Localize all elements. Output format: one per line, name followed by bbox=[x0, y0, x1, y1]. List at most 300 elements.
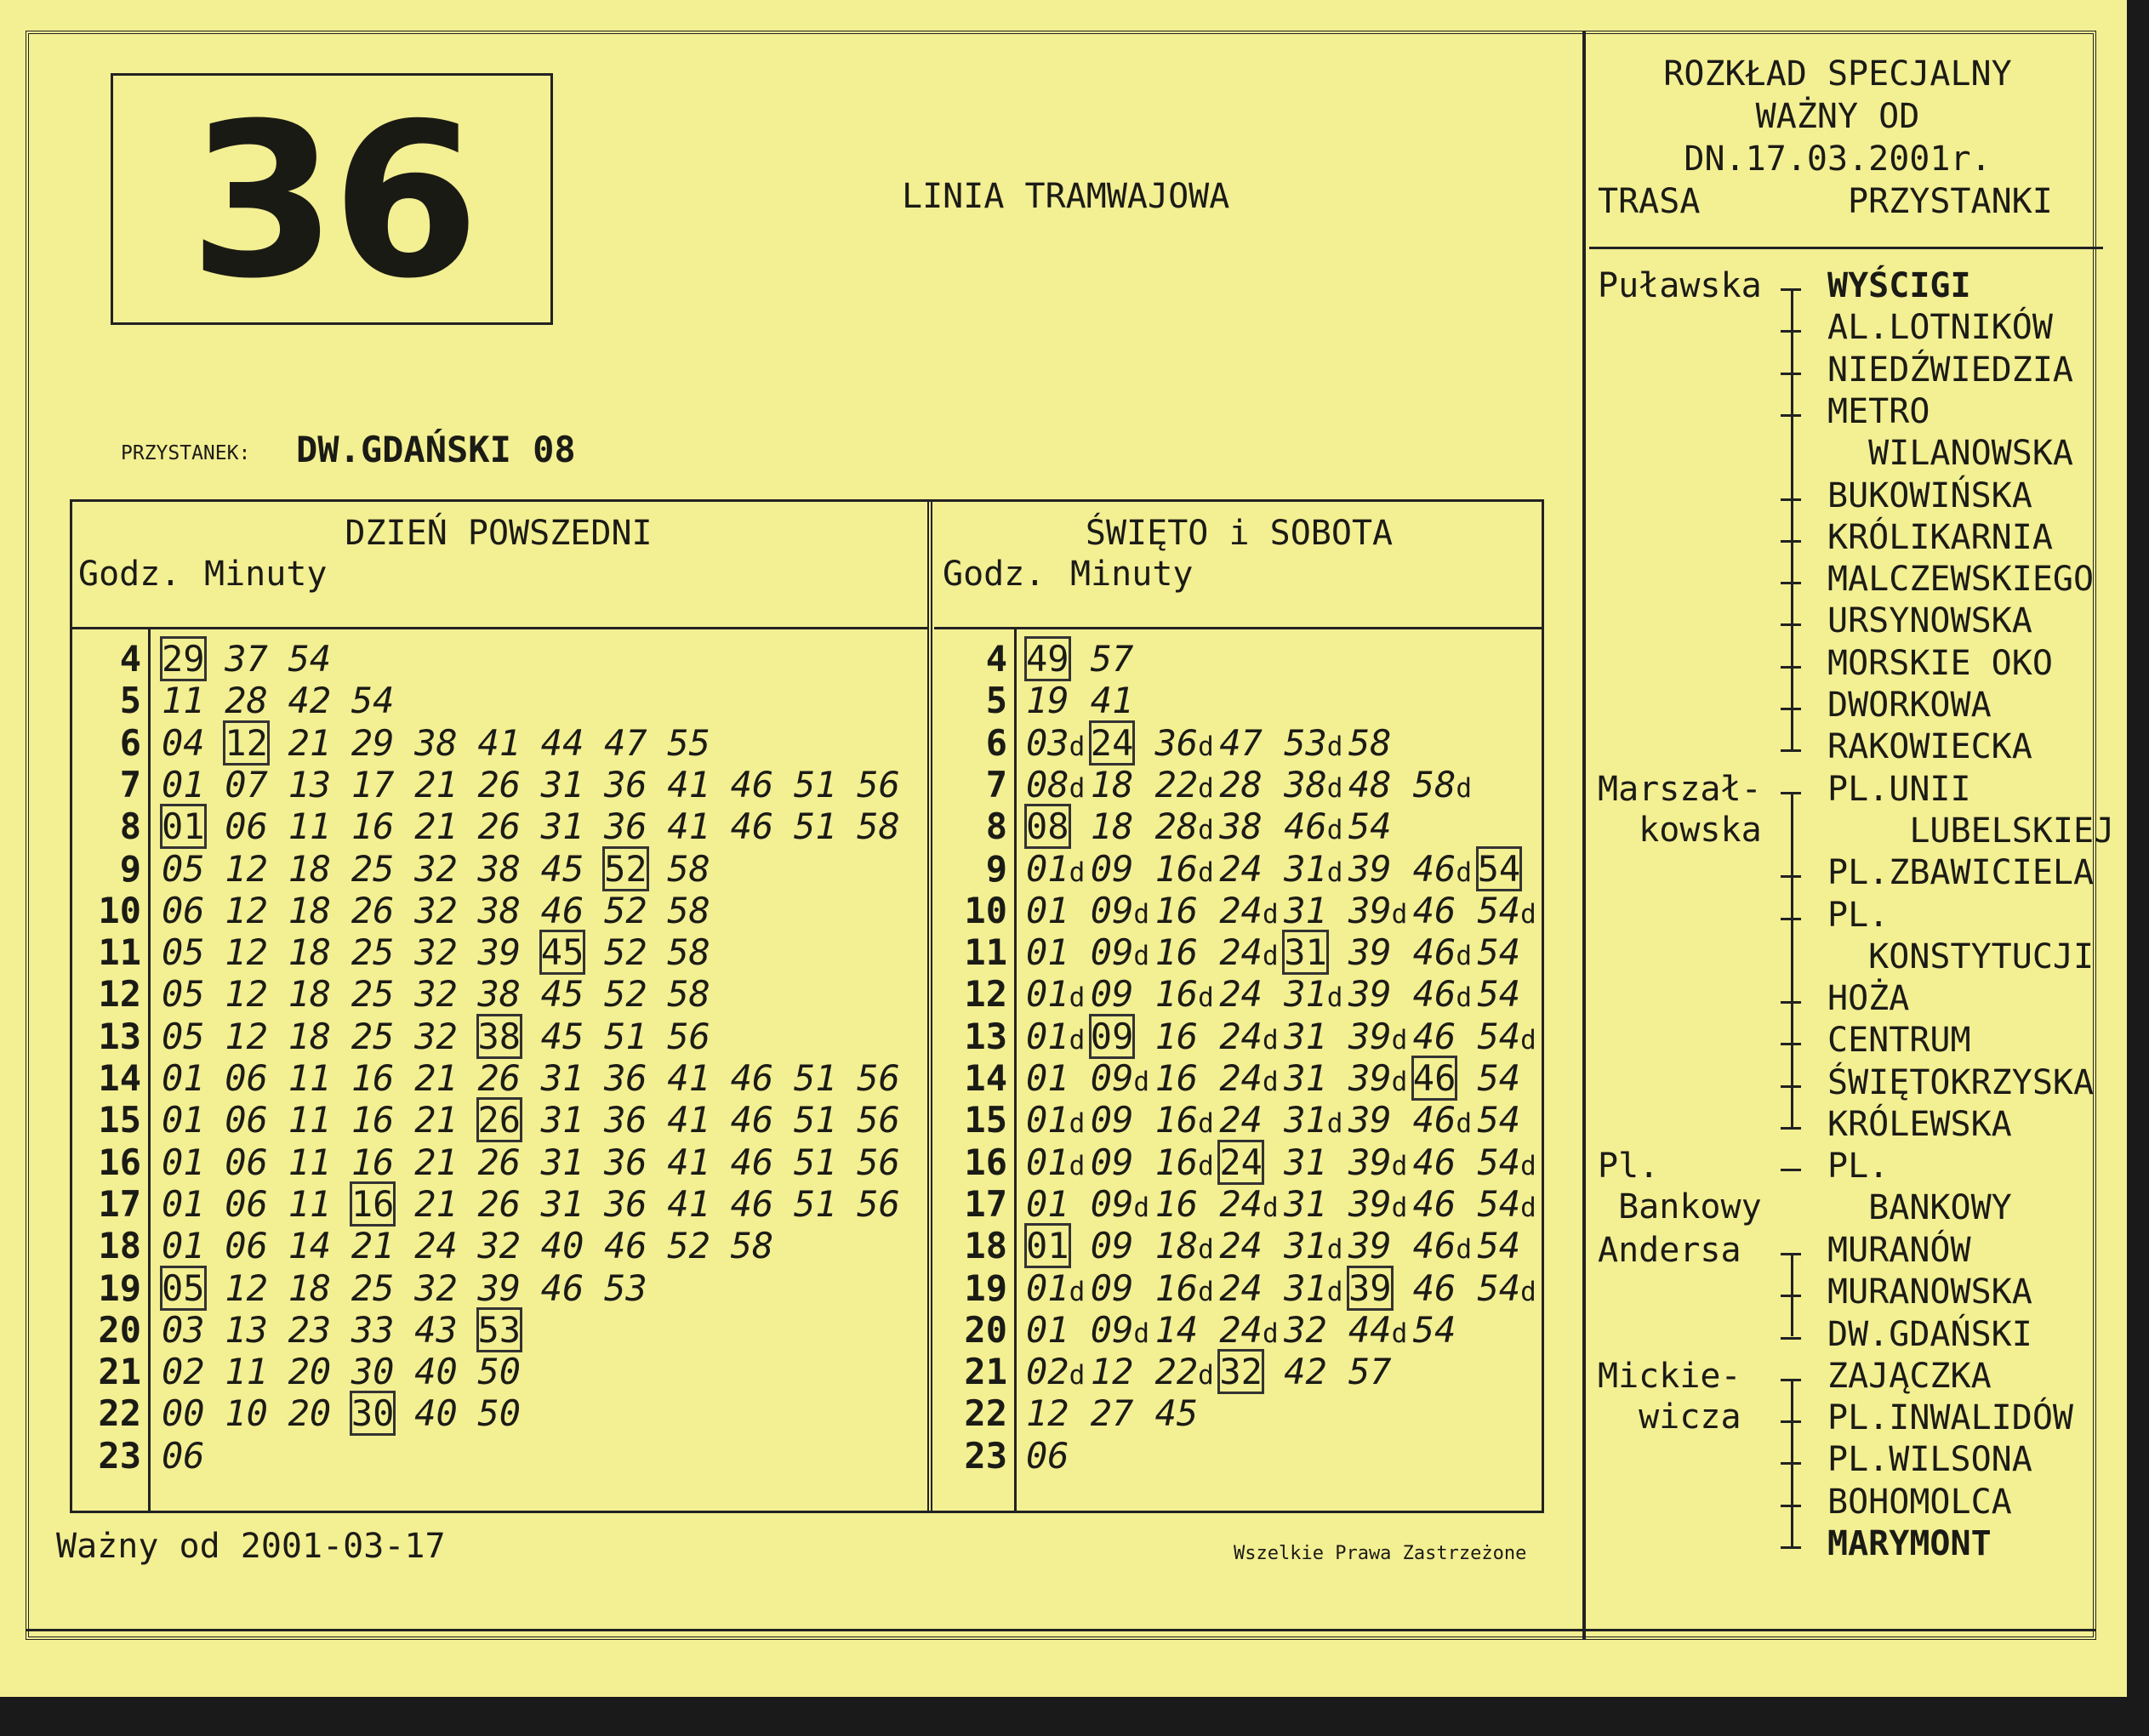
weekend-minute: 39 bbox=[1348, 973, 1392, 1016]
weekday-minute: 58 bbox=[667, 889, 710, 931]
weekend-hour-header: Godz. bbox=[943, 555, 1046, 594]
weekday-minute: 01 bbox=[162, 1057, 205, 1099]
weekend-minute: 24 bbox=[1219, 1141, 1263, 1183]
weekend-minute: 46d bbox=[1413, 1225, 1472, 1271]
weekend-minute: 28 bbox=[1219, 763, 1263, 805]
route-stop: ŚWIĘTOKRZYSKA bbox=[1827, 1062, 2095, 1102]
suffix-d: d bbox=[1391, 1192, 1408, 1223]
weekend-minute: 22d bbox=[1155, 764, 1214, 810]
weekday-minute: 10 bbox=[225, 1392, 268, 1435]
route-stop: NIEDŹWIEDZIA bbox=[1827, 350, 2073, 390]
route-stop: PL.ZBAWICIELA bbox=[1827, 853, 2095, 893]
route-street: Marszał- kowska bbox=[1598, 769, 1762, 850]
suffix-d: d bbox=[1520, 1024, 1536, 1056]
weekend-minute: 39d bbox=[1348, 890, 1407, 936]
weekday-hour: 8 bbox=[119, 805, 141, 848]
weekend-minute: 54 bbox=[1477, 847, 1521, 890]
weekend-minute: 01 bbox=[1026, 889, 1069, 931]
weekday-minute: 52 bbox=[667, 1225, 710, 1267]
weekday-minute: 05 bbox=[162, 847, 205, 890]
weekend-minute: 08d bbox=[1026, 764, 1085, 810]
weekend-minute: 31 bbox=[1284, 1015, 1327, 1057]
valid-from: Ważny od 2001-03-17 bbox=[56, 1527, 446, 1566]
weekday-minute: 32 bbox=[414, 973, 458, 1016]
weekend-minute: 01 bbox=[1026, 1225, 1069, 1267]
suffix-d: d bbox=[1069, 731, 1086, 762]
weekend-minute: 44d bbox=[1348, 1309, 1407, 1355]
weekday-title: DZIEŃ POWSZEDNI bbox=[345, 514, 653, 553]
suffix-d: d bbox=[1198, 1360, 1214, 1392]
weekend-hour: 4 bbox=[985, 638, 1007, 680]
weekday-minute: 43 bbox=[414, 1308, 458, 1351]
weekday-hour: 10 bbox=[98, 889, 141, 931]
weekend-minute: 54 bbox=[1477, 1057, 1521, 1099]
weekday-minute: 51 bbox=[794, 1182, 837, 1225]
weekend-title: ŚWIĘTO i SOBOTA bbox=[1085, 514, 1394, 553]
weekday-minute: 51 bbox=[794, 1099, 837, 1141]
weekday-minute: 18 bbox=[288, 847, 332, 890]
weekday-minute: 18 bbox=[288, 1266, 332, 1309]
weekday-minute: 51 bbox=[794, 805, 837, 848]
weekend-minute: 45 bbox=[1154, 1392, 1199, 1435]
suffix-d: d bbox=[1198, 731, 1214, 762]
weekend-minute: 54d bbox=[1478, 1016, 1536, 1062]
suffix-d: d bbox=[1456, 857, 1473, 888]
suffix-d: d bbox=[1069, 982, 1086, 1014]
weekend-minute: 16d bbox=[1155, 1141, 1214, 1187]
suffix-d: d bbox=[1198, 857, 1214, 888]
weekday-minute: 24 bbox=[414, 1225, 458, 1267]
weekend-minute: 24d bbox=[1219, 1016, 1278, 1062]
suffix-d: d bbox=[1262, 1192, 1279, 1223]
weekday-minute: 18 bbox=[288, 973, 332, 1016]
route-stop: PL. BANKOWY bbox=[1827, 1147, 2012, 1228]
weekend-minute: 09 bbox=[1090, 847, 1134, 890]
weekday-hour: 7 bbox=[119, 763, 141, 805]
line-type: LINIA TRAMWAJOWA bbox=[902, 177, 1230, 216]
suffix-d: d bbox=[1198, 815, 1214, 846]
weekend-minute: 39 bbox=[1348, 1266, 1392, 1309]
weekday-minute: 06 bbox=[225, 1099, 268, 1141]
suffix-d: d bbox=[1069, 1024, 1086, 1056]
weekend-minute: 22d bbox=[1155, 1351, 1214, 1397]
weekend-minute: 42 bbox=[1284, 1351, 1327, 1393]
weekday-minute: 31 bbox=[540, 1057, 584, 1099]
route-stop: MARYMONT bbox=[1827, 1524, 1992, 1563]
stop-tick bbox=[1781, 1546, 1801, 1549]
weekday-minute: 36 bbox=[604, 1057, 647, 1099]
weekday-minute: 46 bbox=[604, 1225, 647, 1267]
weekday-minute: 29 bbox=[351, 721, 395, 764]
weekday-minute: 52 bbox=[604, 931, 647, 974]
weekday-minute: 32 bbox=[414, 847, 458, 890]
weekend-minute: 16 bbox=[1154, 1182, 1199, 1225]
weekday-minute: 28 bbox=[225, 680, 268, 722]
weekend-minute: 31 bbox=[1284, 1141, 1327, 1183]
weekday-minute: 51 bbox=[794, 763, 837, 805]
weekend-minute: 57 bbox=[1090, 638, 1134, 680]
weekend-minute: 24d bbox=[1219, 1183, 1278, 1229]
suffix-d: d bbox=[1520, 1150, 1536, 1181]
weekend-minute: 09d bbox=[1091, 1309, 1149, 1355]
special-schedule-title bbox=[1599, 53, 2076, 180]
weekend-minute: 24 bbox=[1219, 973, 1263, 1016]
weekday-minute: 25 bbox=[351, 1015, 395, 1057]
suffix-d: d bbox=[1133, 1318, 1150, 1349]
weekday-minute: 20 bbox=[288, 1351, 332, 1393]
weekday-minute: 00 bbox=[162, 1392, 205, 1435]
route-header-line bbox=[1589, 247, 2103, 249]
route-stop: CENTRUM bbox=[1827, 1021, 1971, 1061]
weekday-hour: 4 bbox=[119, 638, 141, 680]
weekend-minute: 32 bbox=[1219, 1351, 1263, 1393]
frame-bottom-line bbox=[26, 1629, 2096, 1631]
route-stop: BUKOWIŃSKA bbox=[1827, 475, 2032, 515]
weekday-minute: 01 bbox=[162, 1141, 205, 1183]
weekday-hour: 20 bbox=[98, 1308, 141, 1351]
route-stop: MALCZEWSKIEGO bbox=[1827, 560, 2095, 600]
weekend-minute: 46 bbox=[1412, 1266, 1456, 1309]
weekend-hour: 19 bbox=[964, 1266, 1007, 1309]
suffix-d: d bbox=[1456, 1234, 1473, 1266]
weekday-minute: 01 bbox=[162, 1225, 205, 1267]
weekday-minute: 06 bbox=[225, 1225, 268, 1267]
weekday-minute: 12 bbox=[225, 931, 268, 974]
suffix-d: d bbox=[1069, 1276, 1086, 1307]
weekday-minute: 29 bbox=[162, 638, 205, 680]
stop-tick bbox=[1781, 749, 1801, 752]
weekend-minute: 31d bbox=[1284, 848, 1342, 894]
weekday-minute: 41 bbox=[667, 805, 710, 848]
suffix-d: d bbox=[1326, 815, 1343, 846]
route-header: TRASA bbox=[1598, 182, 1701, 221]
copyright-notice: Wszelkie Prawa Zastrzeżone bbox=[1234, 1543, 1527, 1564]
weekend-minute: 31 bbox=[1284, 931, 1327, 974]
weekend-minute: 24 bbox=[1219, 1225, 1263, 1267]
weekend-minute: 09 bbox=[1090, 973, 1134, 1016]
suffix-d: d bbox=[1520, 898, 1536, 930]
weekend-hour: 10 bbox=[964, 889, 1007, 931]
weekday-minute: 46 bbox=[730, 805, 774, 848]
weekday-minute: 32 bbox=[414, 889, 458, 931]
weekday-minute: 41 bbox=[667, 1057, 710, 1099]
weekend-minute: 54 bbox=[1477, 1099, 1521, 1141]
weekend-hour: 16 bbox=[964, 1141, 1007, 1183]
weekday-hour: 9 bbox=[119, 847, 141, 890]
weekday-minute: 25 bbox=[351, 931, 395, 974]
weekend-minute: 18d bbox=[1155, 1225, 1214, 1271]
stop-tick bbox=[1781, 1169, 1801, 1171]
weekend-minute: 36d bbox=[1155, 722, 1214, 768]
weekday-minute: 36 bbox=[604, 805, 647, 848]
weekday-minute: 53 bbox=[477, 1308, 522, 1351]
suffix-d: d bbox=[1326, 857, 1343, 888]
weekday-minute: 11 bbox=[288, 1182, 332, 1225]
weekday-hour: 21 bbox=[98, 1351, 141, 1393]
weekday-hour: 11 bbox=[98, 931, 141, 974]
weekday-minute: 17 bbox=[351, 763, 395, 805]
weekday-hour-line bbox=[148, 627, 151, 1513]
weekday-minute: 56 bbox=[667, 1015, 710, 1057]
line-number: 36 bbox=[111, 73, 553, 325]
weekday-minute: 58 bbox=[730, 1225, 774, 1267]
route-stop: ZAJĄCZKA bbox=[1827, 1356, 1992, 1396]
weekend-minute: 01d bbox=[1026, 1141, 1085, 1187]
weekend-hour: 22 bbox=[964, 1392, 1007, 1435]
weekday-minute: 23 bbox=[288, 1308, 332, 1351]
suffix-d: d bbox=[1198, 1276, 1214, 1307]
weekday-minute: 18 bbox=[288, 931, 332, 974]
route-stop: MURANOWSKA bbox=[1827, 1272, 2032, 1312]
weekend-minute: 16 bbox=[1154, 889, 1199, 931]
suffix-d: d bbox=[1326, 1234, 1343, 1266]
weekend-minute: 32 bbox=[1284, 1308, 1327, 1351]
weekday-minute: 47 bbox=[604, 721, 647, 764]
weekend-minutes-header: Minuty bbox=[1070, 555, 1194, 594]
weekend-minute: 46d bbox=[1413, 973, 1472, 1019]
weekend-minute: 09 bbox=[1090, 1099, 1134, 1141]
weekday-minute: 01 bbox=[162, 805, 205, 848]
weekday-minute: 16 bbox=[351, 1141, 395, 1183]
stop-tick bbox=[1781, 1127, 1801, 1130]
stop-tick bbox=[1781, 1337, 1801, 1340]
weekday-minute: 26 bbox=[477, 763, 522, 805]
route-street: Mickie- wicza bbox=[1598, 1356, 1741, 1437]
weekend-minute: 24 bbox=[1090, 721, 1134, 764]
weekend-minute: 46d bbox=[1284, 805, 1342, 851]
weekday-minute: 16 bbox=[351, 805, 395, 848]
weekday-header-line bbox=[70, 627, 927, 629]
weekend-hour: 8 bbox=[985, 805, 1007, 848]
weekday-minute: 40 bbox=[540, 1225, 584, 1267]
weekend-minute: 16d bbox=[1155, 1267, 1214, 1313]
weekend-minute: 46 bbox=[1412, 1141, 1456, 1183]
weekday-minute: 21 bbox=[414, 1182, 458, 1225]
weekday-minute: 32 bbox=[414, 1015, 458, 1057]
weekend-minute: 24d bbox=[1219, 1309, 1278, 1355]
route-panel-divider bbox=[1582, 31, 1586, 1640]
weekday-minute: 38 bbox=[477, 973, 522, 1016]
suffix-d: d bbox=[1133, 1192, 1150, 1223]
weekday-minute: 55 bbox=[667, 721, 710, 764]
weekend-minute: 01 bbox=[1026, 1182, 1069, 1225]
weekday-minute: 12 bbox=[225, 721, 268, 764]
weekend-hour: 5 bbox=[985, 680, 1007, 722]
weekend-minute: 39d bbox=[1348, 1183, 1407, 1229]
suffix-d: d bbox=[1456, 1108, 1473, 1140]
weekday-minute: 30 bbox=[351, 1392, 395, 1435]
weekday-minute: 11 bbox=[288, 805, 332, 848]
weekend-minute: 53d bbox=[1284, 722, 1342, 768]
weekend-minute: 39 bbox=[1348, 931, 1392, 974]
weekend-minute: 46d bbox=[1413, 931, 1472, 977]
weekday-minute: 04 bbox=[162, 721, 205, 764]
weekend-minute: 39 bbox=[1348, 1225, 1392, 1267]
weekday-minute: 11 bbox=[225, 1351, 268, 1393]
weekday-minute: 39 bbox=[477, 1266, 522, 1309]
weekday-minute: 36 bbox=[604, 763, 647, 805]
weekday-minute: 21 bbox=[414, 805, 458, 848]
weekday-minute: 46 bbox=[540, 889, 584, 931]
weekday-minute: 11 bbox=[288, 1099, 332, 1141]
suffix-d: d bbox=[1133, 941, 1150, 972]
suffix-d: d bbox=[1069, 1150, 1086, 1181]
stop-name: DW.GDAŃSKI 08 bbox=[296, 429, 576, 470]
weekday-hour: 17 bbox=[98, 1182, 141, 1225]
suffix-d: d bbox=[1262, 941, 1279, 972]
suffix-d: d bbox=[1262, 898, 1279, 930]
weekday-minute: 51 bbox=[794, 1141, 837, 1183]
weekday-minute: 26 bbox=[477, 805, 522, 848]
weekend-minute: 31 bbox=[1284, 1182, 1327, 1225]
weekday-minute: 46 bbox=[730, 1057, 774, 1099]
weekday-minute: 14 bbox=[288, 1225, 332, 1267]
weekend-hour: 23 bbox=[964, 1434, 1007, 1477]
weekday-minute: 16 bbox=[351, 1057, 395, 1099]
weekend-minute: 54d bbox=[1478, 1141, 1536, 1187]
weekend-minute: 12 bbox=[1090, 1351, 1134, 1393]
weekday-minute: 58 bbox=[667, 931, 710, 974]
weekend-minute: 09 bbox=[1090, 1225, 1134, 1267]
weekday-minute: 05 bbox=[162, 973, 205, 1016]
weekend-minute: 09 bbox=[1090, 1015, 1134, 1057]
weekday-hour: 22 bbox=[98, 1392, 141, 1435]
weekday-minute: 45 bbox=[540, 973, 584, 1016]
weekday-minute: 44 bbox=[540, 721, 584, 764]
timetable-divider bbox=[927, 499, 932, 1513]
weekend-hour-line bbox=[1014, 627, 1017, 1513]
weekend-minute: 01d bbox=[1026, 1016, 1085, 1062]
weekday-minute: 30 bbox=[351, 1351, 395, 1393]
weekend-minute: 46d bbox=[1413, 1099, 1472, 1145]
suffix-d: d bbox=[1391, 898, 1408, 930]
weekday-minute: 21 bbox=[414, 1057, 458, 1099]
weekday-minute: 32 bbox=[414, 931, 458, 974]
weekend-minute: 48 bbox=[1348, 763, 1392, 805]
suffix-d: d bbox=[1069, 1360, 1086, 1392]
weekday-minute: 33 bbox=[351, 1308, 395, 1351]
weekday-minute: 26 bbox=[477, 1057, 522, 1099]
weekday-minute: 42 bbox=[288, 680, 332, 722]
weekday-minute: 52 bbox=[604, 973, 647, 1016]
weekend-minute: 39d bbox=[1348, 1016, 1407, 1062]
route-stop: DWORKOWA bbox=[1827, 686, 1992, 725]
weekday-minute: 45 bbox=[540, 931, 584, 974]
weekday-minute: 18 bbox=[288, 1015, 332, 1057]
weekend-minute: 54d bbox=[1478, 890, 1536, 936]
weekend-minute: 46 bbox=[1412, 1015, 1456, 1057]
weekday-minute: 56 bbox=[857, 1057, 900, 1099]
weekend-hour: 20 bbox=[964, 1308, 1007, 1351]
route-stop: WYŚCIGI bbox=[1827, 266, 1971, 305]
route-stop: URSYNOWSKA bbox=[1827, 601, 2032, 641]
weekend-minute: 49 bbox=[1026, 638, 1069, 680]
weekend-minute: 19 bbox=[1026, 680, 1069, 722]
weekday-hour: 18 bbox=[98, 1225, 141, 1267]
suffix-d: d bbox=[1198, 1234, 1214, 1266]
suffix-d: d bbox=[1456, 772, 1473, 804]
weekend-minute: 06 bbox=[1026, 1434, 1069, 1477]
weekday-minute: 11 bbox=[288, 1057, 332, 1099]
weekday-minute: 01 bbox=[162, 1182, 205, 1225]
weekday-minute: 46 bbox=[730, 1141, 774, 1183]
weekday-hour: 16 bbox=[98, 1141, 141, 1183]
weekend-minute: 01 bbox=[1026, 931, 1069, 974]
weekend-header-line bbox=[934, 627, 1544, 629]
weekday-minute: 25 bbox=[351, 1266, 395, 1309]
weekday-minute: 38 bbox=[414, 721, 458, 764]
route-line bbox=[1791, 792, 1793, 1127]
weekend-minute: 39 bbox=[1348, 1099, 1392, 1141]
weekday-minute: 51 bbox=[794, 1057, 837, 1099]
weekend-minute: 31 bbox=[1284, 1057, 1327, 1099]
weekday-minute: 38 bbox=[477, 847, 522, 890]
weekend-hour: 13 bbox=[964, 1015, 1007, 1057]
weekday-minute: 45 bbox=[540, 1015, 584, 1057]
suffix-d: d bbox=[1391, 1318, 1408, 1349]
suffix-d: d bbox=[1520, 1276, 1536, 1307]
route-stop: PL. KONSTYTUCJI bbox=[1827, 895, 2095, 976]
weekend-minute: 09d bbox=[1091, 890, 1149, 936]
weekday-minute: 12 bbox=[225, 889, 268, 931]
weekday-minute: 56 bbox=[857, 1141, 900, 1183]
weekday-minute: 02 bbox=[162, 1351, 205, 1393]
weekday-minute: 25 bbox=[351, 847, 395, 890]
weekend-minute: 14 bbox=[1154, 1308, 1199, 1351]
route-stop: AL.LOTNIKÓW bbox=[1827, 308, 2053, 348]
suffix-d: d bbox=[1133, 898, 1150, 930]
weekday-minute: 58 bbox=[667, 847, 710, 890]
suffix-d: d bbox=[1198, 1108, 1214, 1140]
weekend-hour: 17 bbox=[964, 1182, 1007, 1225]
weekday-minute: 32 bbox=[414, 1266, 458, 1309]
weekend-hour: 14 bbox=[964, 1057, 1007, 1099]
weekday-minute: 12 bbox=[225, 1266, 268, 1309]
weekday-minute: 52 bbox=[604, 847, 647, 890]
suffix-d: d bbox=[1262, 1067, 1279, 1097]
special-title-line-1: ROZKŁAD SPECJALNY bbox=[1663, 54, 2012, 94]
suffix-d: d bbox=[1133, 1067, 1150, 1097]
weekday-minute: 06 bbox=[225, 1057, 268, 1099]
weekday-minute: 31 bbox=[540, 1099, 584, 1141]
weekend-minute: 01d bbox=[1026, 973, 1085, 1019]
weekend-minute: 01d bbox=[1026, 1267, 1085, 1313]
weekend-minute: 24d bbox=[1219, 890, 1278, 936]
route-line bbox=[1791, 1253, 1793, 1337]
weekend-minute: 08 bbox=[1026, 805, 1069, 848]
weekday-minute: 21 bbox=[414, 763, 458, 805]
weekend-minute: 24d bbox=[1219, 1057, 1278, 1103]
weekend-minute: 31d bbox=[1284, 1225, 1342, 1271]
weekday-minute: 58 bbox=[857, 805, 900, 848]
route-stop: BOHOMOLCA bbox=[1827, 1482, 2012, 1522]
weekend-minute: 16 bbox=[1154, 1057, 1199, 1099]
weekday-minute: 20 bbox=[288, 1392, 332, 1435]
weekend-minute: 03d bbox=[1026, 722, 1085, 768]
weekday-minute: 12 bbox=[225, 847, 268, 890]
weekday-minute: 26 bbox=[477, 1182, 522, 1225]
weekday-minute: 54 bbox=[351, 680, 395, 722]
weekday-minute: 46 bbox=[730, 763, 774, 805]
weekday-hour: 5 bbox=[119, 680, 141, 722]
weekday-minute: 41 bbox=[667, 763, 710, 805]
weekday-minute: 45 bbox=[540, 847, 584, 890]
weekday-minute: 54 bbox=[288, 638, 332, 680]
weekend-minute: 54d bbox=[1478, 1267, 1536, 1313]
weekend-hour: 9 bbox=[985, 847, 1007, 890]
weekday-minute: 21 bbox=[351, 1225, 395, 1267]
weekend-minute: 58d bbox=[1413, 764, 1472, 810]
